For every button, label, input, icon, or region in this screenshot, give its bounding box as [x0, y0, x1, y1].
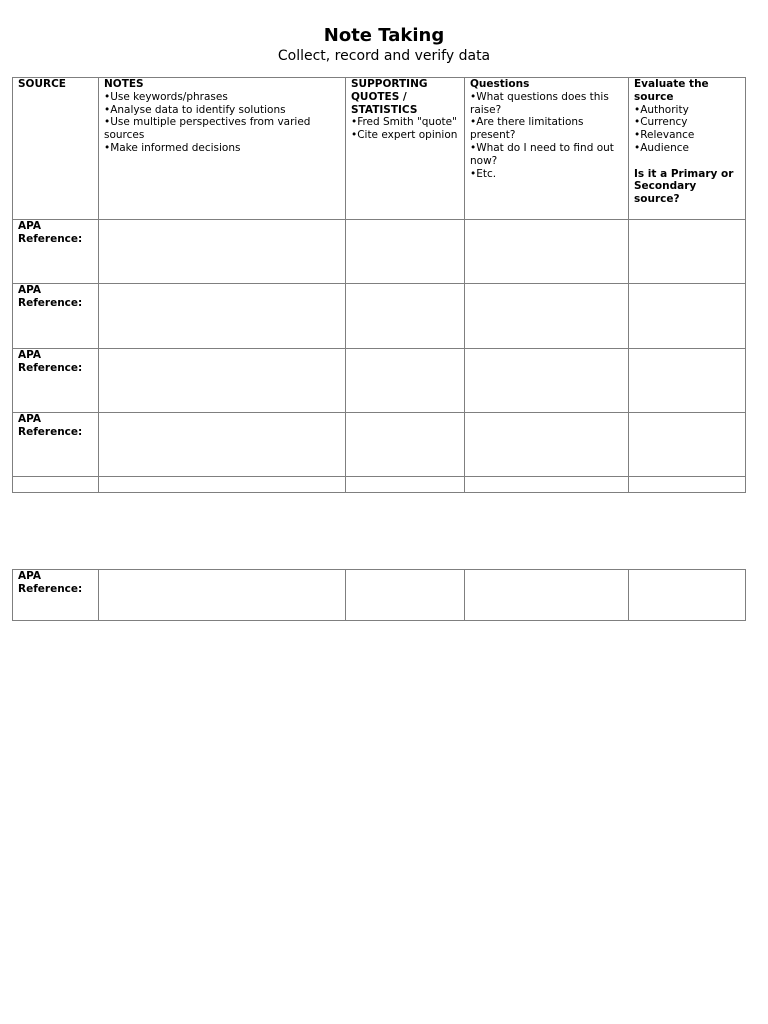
- questions-item: •Etc.: [470, 167, 497, 180]
- notes-cell[interactable]: [99, 413, 346, 477]
- apa-label: APA: [18, 284, 41, 296]
- table-row: [13, 570, 746, 621]
- notes-cell[interactable]: [99, 570, 346, 621]
- evaluate-cell[interactable]: [629, 349, 746, 413]
- supporting-item: •Cite expert opinion: [351, 129, 458, 142]
- questions-cell[interactable]: [465, 220, 629, 284]
- notes-cell[interactable]: [99, 349, 346, 413]
- supporting-cell[interactable]: [346, 284, 465, 349]
- evaluate-cell[interactable]: [629, 570, 746, 621]
- page-subtitle: Collect, record and verify data: [277, 48, 491, 64]
- questions-item: •What questions does this raise?: [470, 90, 609, 116]
- table-row: [13, 413, 746, 477]
- reference-label: Reference:: [18, 232, 83, 245]
- note-taking-table-continued: [12, 569, 746, 621]
- header-evaluate: Evaluate the source: [634, 78, 709, 103]
- notes-item: •Make informed decisions: [104, 141, 241, 154]
- notes-cell[interactable]: [99, 220, 346, 284]
- source-cell[interactable]: [13, 477, 99, 493]
- source-cell[interactable]: [13, 220, 99, 284]
- questions-cell[interactable]: [465, 413, 629, 477]
- supporting-cell[interactable]: [346, 349, 465, 413]
- table-row-empty: [13, 477, 746, 493]
- notes-cell[interactable]: [99, 284, 346, 349]
- header-supporting-cell: [346, 78, 465, 220]
- evaluate-item: •Authority: [634, 103, 689, 116]
- source-cell[interactable]: [13, 349, 99, 413]
- questions-cell[interactable]: [465, 349, 629, 413]
- reference-label: Reference:: [18, 361, 83, 374]
- supporting-cell[interactable]: [346, 413, 465, 477]
- questions-item: •Are there limitations present?: [470, 116, 584, 142]
- apa-label: APA: [18, 349, 41, 361]
- spacer: [634, 155, 740, 168]
- supporting-cell[interactable]: [346, 570, 465, 621]
- notes-item: •Analyse data to identify solutions: [104, 103, 286, 116]
- evaluate-item: •Relevance: [634, 129, 695, 142]
- notes-item: •Use keywords/phrases: [104, 90, 228, 103]
- header-questions: Questions: [470, 78, 530, 90]
- source-cell[interactable]: [13, 413, 99, 477]
- reference-label: Reference:: [18, 582, 83, 595]
- table-row: [13, 284, 746, 349]
- reference-label: Reference:: [18, 296, 83, 309]
- header-source: SOURCE: [18, 78, 66, 90]
- evaluate-cell[interactable]: [629, 477, 746, 493]
- questions-cell[interactable]: [465, 284, 629, 349]
- reference-label: Reference:: [18, 425, 83, 438]
- notes-cell[interactable]: [99, 477, 346, 493]
- header-questions-cell: [465, 78, 629, 220]
- supporting-item: •Fred Smith "quote": [351, 116, 457, 129]
- evaluate-cell[interactable]: [629, 220, 746, 284]
- page-title: Note Taking: [323, 25, 445, 46]
- apa-label: APA: [18, 220, 41, 232]
- evaluate-item: •Currency: [634, 116, 688, 129]
- source-cell[interactable]: [13, 284, 99, 349]
- questions-item: •What do I need to find out now?: [470, 141, 614, 167]
- notes-item: •Use multiple perspectives from varied sources: [104, 116, 311, 142]
- questions-cell[interactable]: [465, 570, 629, 621]
- supporting-cell[interactable]: [346, 220, 465, 284]
- header-supporting: SUPPORTING QUOTES / STATISTICS: [351, 78, 428, 116]
- evaluate-cell[interactable]: [629, 284, 746, 349]
- header-notes-cell: [99, 78, 346, 220]
- source-cell[interactable]: [13, 570, 99, 621]
- table-row: [13, 349, 746, 413]
- questions-cell[interactable]: [465, 477, 629, 493]
- evaluate-cell[interactable]: [629, 413, 746, 477]
- header-row: [13, 78, 746, 220]
- header-evaluate-cell: [629, 78, 746, 220]
- table-row: [13, 220, 746, 284]
- supporting-cell[interactable]: [346, 477, 465, 493]
- evaluate-question: Is it a Primary or Secondary source?: [634, 167, 734, 206]
- header-source-cell: [13, 78, 99, 220]
- apa-label: APA: [18, 570, 41, 582]
- note-taking-table: [12, 77, 746, 493]
- header-notes: NOTES: [104, 78, 144, 90]
- apa-label: APA: [18, 413, 41, 425]
- evaluate-item: •Audience: [634, 141, 689, 154]
